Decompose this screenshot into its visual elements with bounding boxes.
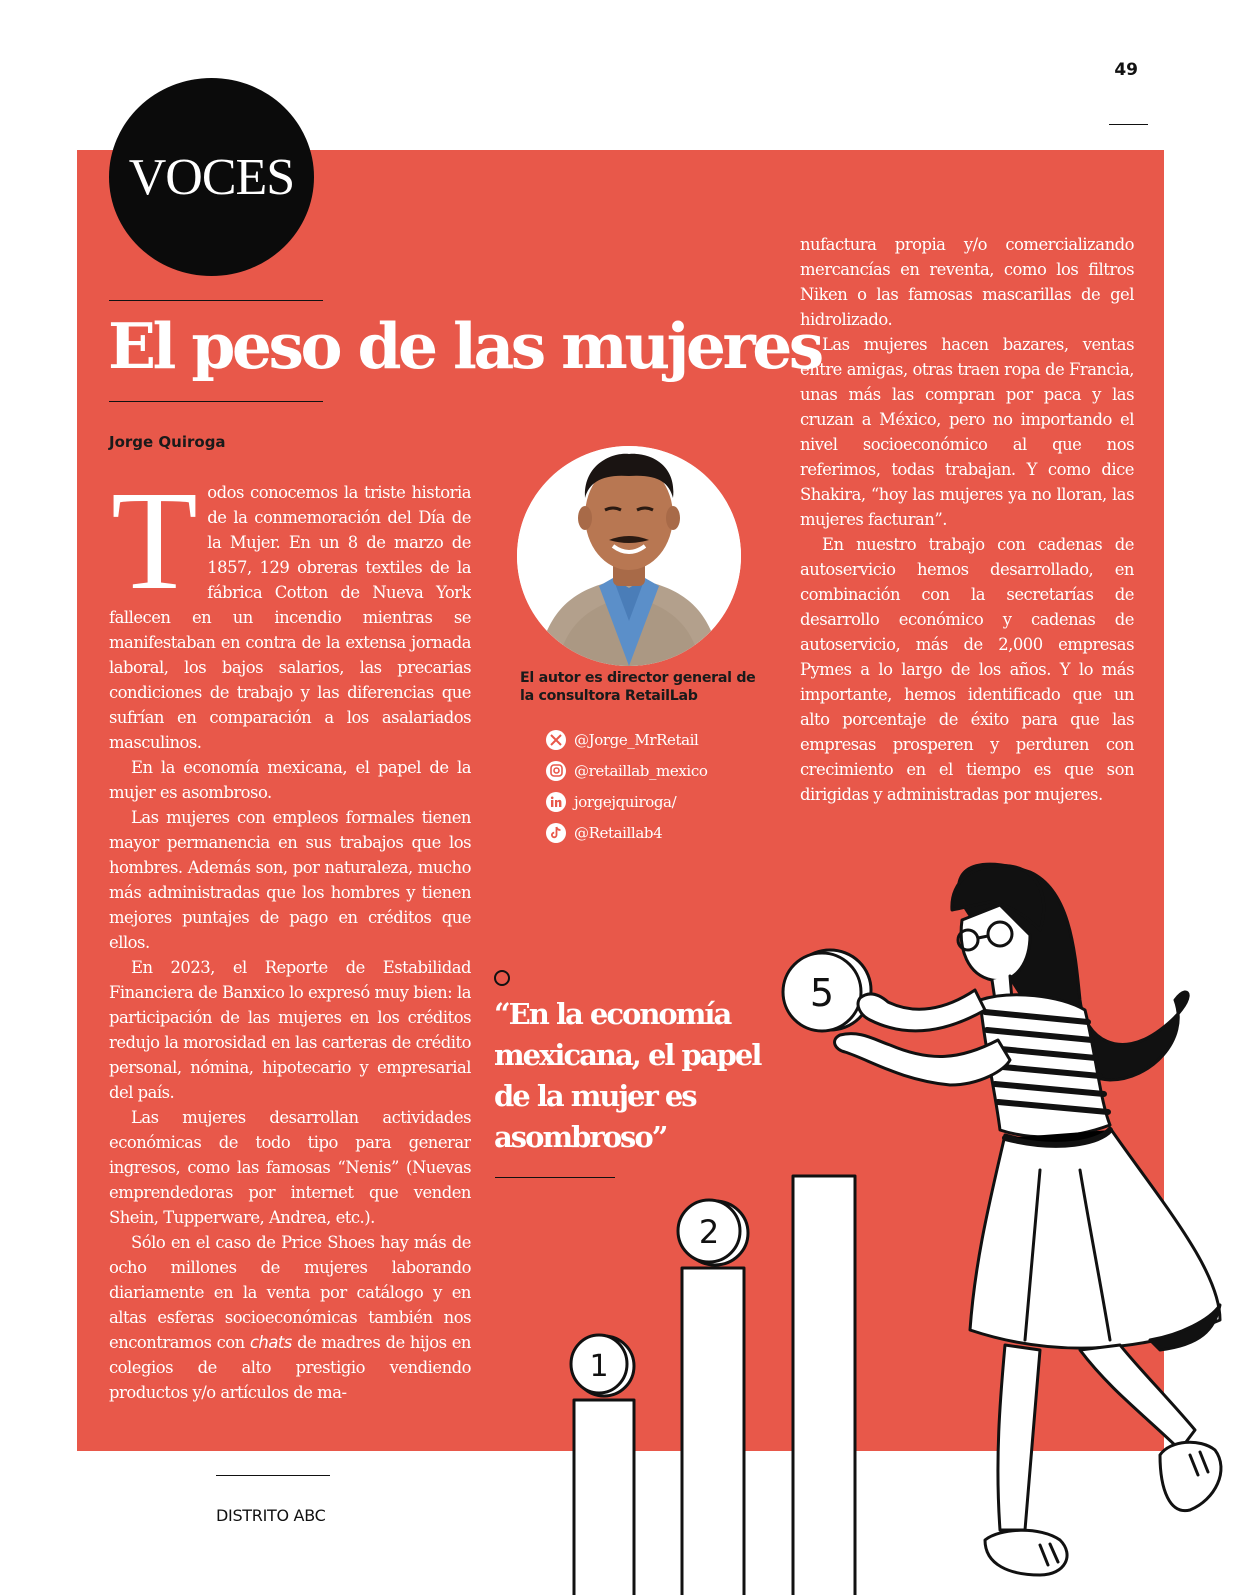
coin-label: 5 (809, 971, 835, 1015)
paragraph: En 2023, el Reporte de Estabilidad Financiera de Banxico lo expresó muy bien: la participación de las mujeres en los créditos redujo la morosidad en las carteras de crédito personal, nómina, hipotecario y empresarial del país. (109, 958, 471, 1102)
paragraph: Las mujeres hacen bazares, ventas entre amigas, otras traen ropa de Francia, unas más las compran por paca y las cruzan a México, pero no importando el nivel socioeconómico al que nos referimos, todas trabajan. Y como dice Shakira, “hoy las mujeres ya no lloran, las mujeres facturan”. (800, 335, 1134, 529)
paragraph: En la economía mexicana, el papel de la mujer es asombroso. (109, 758, 471, 802)
emphasis-text: chats (249, 1333, 292, 1352)
paragraph: Las mujeres con empleos formales tienen mayor permanencia en sus trabajos que los hombres. Además son, por naturaleza, mucho más administradas que los hombres y tienen mejores puntajes de pago en créditos que ellos. (109, 808, 471, 952)
coin-label: 2 (698, 1213, 720, 1251)
pull-quote: “En la economía mexicana, el papel de la mujer es asombroso” (494, 997, 761, 1154)
social-handle[interactable]: @Retaillab4 (574, 823, 663, 842)
page-number: 49 (1114, 60, 1138, 80)
publication-name: DISTRITO ABC (216, 1506, 326, 1525)
coin-2-icon (678, 1200, 748, 1265)
coin-1-icon (571, 1335, 634, 1396)
author-caption: El autor es director general de la consultora RetailLab (520, 670, 756, 704)
article-title: El peso de las mujeres (108, 309, 821, 383)
social-handle[interactable]: jorgejquiroga/ (574, 792, 677, 811)
paragraph-text: Sólo en el caso de Price Shoes hay más de ocho millones de mujeres laborando diariamente en la venta por catálogo y en altas esferas socioeconómicas también nos encontramos con (109, 1233, 471, 1352)
bar-2 (682, 1268, 744, 1595)
paragraph-text: de madres de hijos en colegios de alto prestigio vendiendo productos y/o artículos de ma- (109, 1333, 471, 1402)
coin-5-icon (783, 950, 871, 1031)
paragraph: Las mujeres desarrollan actividades económicas de todo tipo para generar ingresos, como las famosas “Nenis” (Nuevas emprendedoras por internet que venden Shein, Tupperware, Andrea, etc.). (109, 1108, 471, 1227)
paragraph: En nuestro trabajo con cadenas de autoservicio hemos desarrollado, en combinación con la secretarías de desarrollo económico y cadenas de autoservicio, más de 2,000 empresas Pymes a lo largo de los años. Y lo más importante, hemos identificado que un alto porcentaje de éxito para que las empresas prosperen y perduren con crecimiento en el tiempo es que son dirigidas y administradas por mujeres. (800, 535, 1134, 804)
section-label: VOCES (128, 148, 295, 206)
social-handle[interactable]: @retaillab_mexico (574, 761, 708, 780)
bar-1 (574, 1400, 634, 1595)
social-handle[interactable]: @Jorge_MrRetail (574, 730, 699, 749)
paragraph-text: odos conocemos la triste historia de la conmemoración del Día de la Mujer. En un 8 de marzo de 1857, 129 obreras textiles de la fábrica Cotton de Nueva York fallecen en un incendio mientras se manifestaban en contra de la extensa jornada laboral, los bajos salarios, las precarias condiciones de trabajo y las diferencias que sufrían en comparación a los asalariados masculinos. (109, 483, 471, 752)
author-byline: Jorge Quiroga (109, 433, 226, 451)
footer-rule (216, 1475, 330, 1476)
paragraph: nufactura propia y/o comercializando mercancías en reventa, como los filtros Niken o las famosas mascarillas de gel hidrolizado. (800, 235, 1134, 329)
bar-3 (793, 1176, 855, 1595)
woman-illustration (835, 864, 1221, 1575)
coin-label: 1 (589, 1349, 609, 1384)
dropcap: T (111, 480, 198, 619)
